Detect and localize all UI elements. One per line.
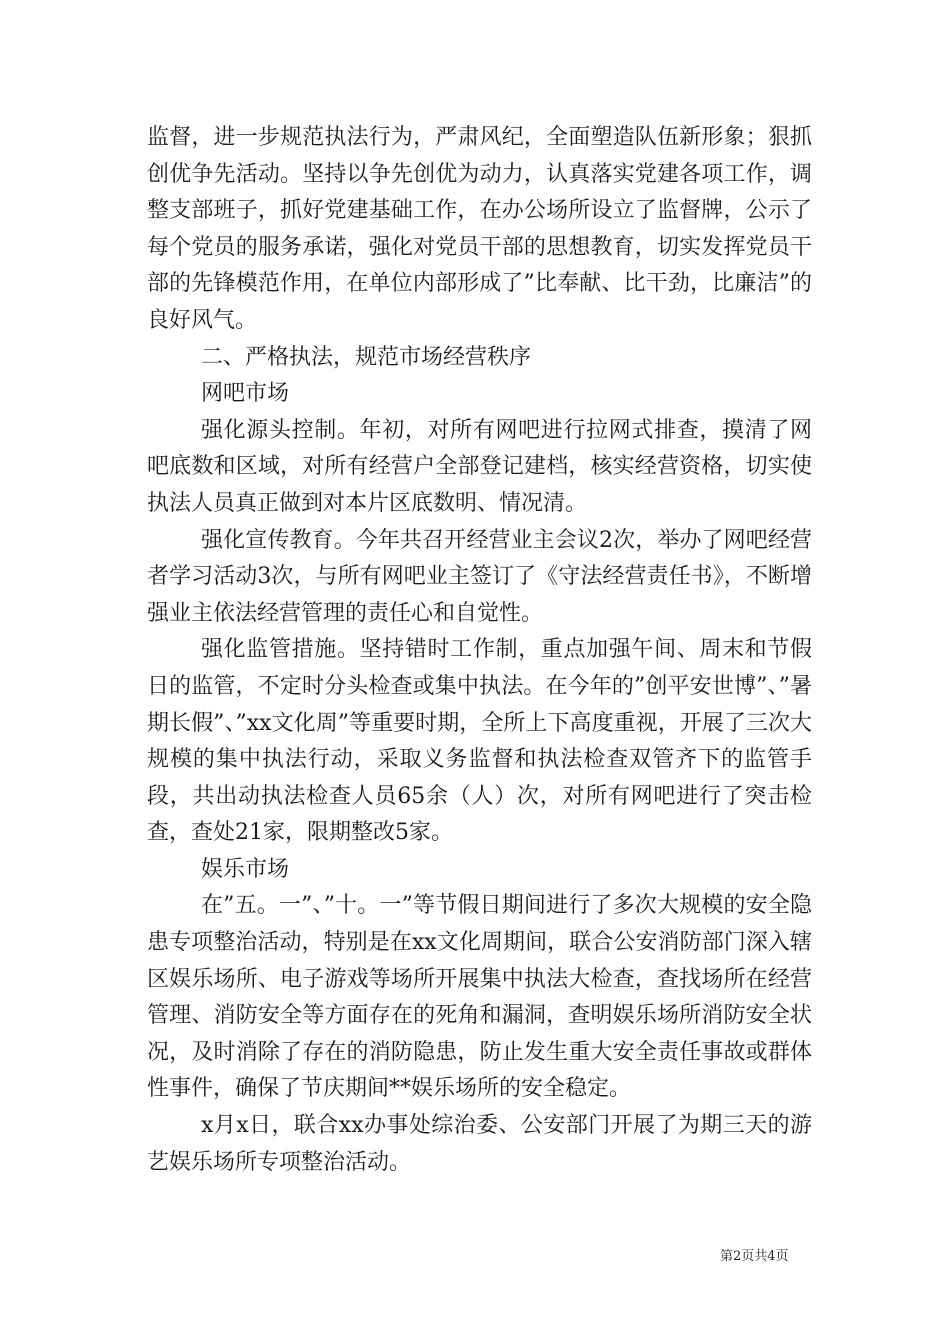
subsection-heading-internet-cafe: 网吧市场 <box>201 381 290 407</box>
paragraph-supervision-measures: 强化监管措施。坚持错时工作制，重点加强午间、周末和节假日的监管，不定时分头检查或集中执法。在今年的”创平安世博”、”暑期长假”、”xx文化周”等重要时期，全所上下高度重视，开展了三次大规模的集中执法行动，采取义务监督和执法检查双管齐下的监管手段，共出动执法检查人员65余（人）次，对所有网吧进行了突击检查，查处21家，限期整改5家。 <box>147 637 812 846</box>
paragraph-continuation: 监督，进一步规范执法行为，严肃风纪，全面塑造队伍新形象；狠抓创优争先活动。坚持以争先创优为动力，认真落实党建各项工作，调整支部班子，抓好党建基础工作，在办公场所设立了监督牌，公示了每个党员的服务承诺，强化对党员干部的思想教育，切实发挥党员干部的先锋模范作用，在单位内部形成了”比奉献、比干劲，比廉洁”的良好风气。 <box>147 125 812 333</box>
section-heading: 二、严格执法，规范市场经营秩序 <box>201 344 532 370</box>
paragraph-publicity-education: 强化宣传教育。今年共召开经营业主会议2次，举办了网吧经营者学习活动3次，与所有网吧业主签订了《守法经营责任书》，不断增强业主依法经营管理的责任心和自觉性。 <box>147 527 812 626</box>
document-body <box>147 120 812 1181</box>
paragraph-source-control: 强化源头控制。年初，对所有网吧进行拉网式排查，摸清了网吧底数和区域，对所有经营户全部登记建档，核实经营资格，切实使执法人员真正做到对本片区底数明、情况清。 <box>147 417 812 516</box>
paragraph-holiday-rectification: 在”五。一”、”十。一”等节假日期间进行了多次大规模的安全隐患专项整治活动，特别是在xx文化周期间，联合公安消防部门深入辖区娱乐场所、电子游戏等场所开展集中执法大检查，查找场所在经营管理、消防安全等方面存在的死角和漏洞，查明娱乐场所消防安全状况，及时消除了存在的消防隐患，防止发生重大安全责任事故或群体性事件，确保了节庆期间**娱乐场所的安全稳定。 <box>147 893 812 1102</box>
page-number-footer: 第2页共4页 <box>720 1249 789 1264</box>
subsection-heading-entertainment: 娱乐市场 <box>201 856 290 882</box>
paragraph-joint-action: x月x日，联合xx办事处综治委、公安部门开展了为期三天的游艺娱乐场所专项整治活动。 <box>147 1113 812 1175</box>
